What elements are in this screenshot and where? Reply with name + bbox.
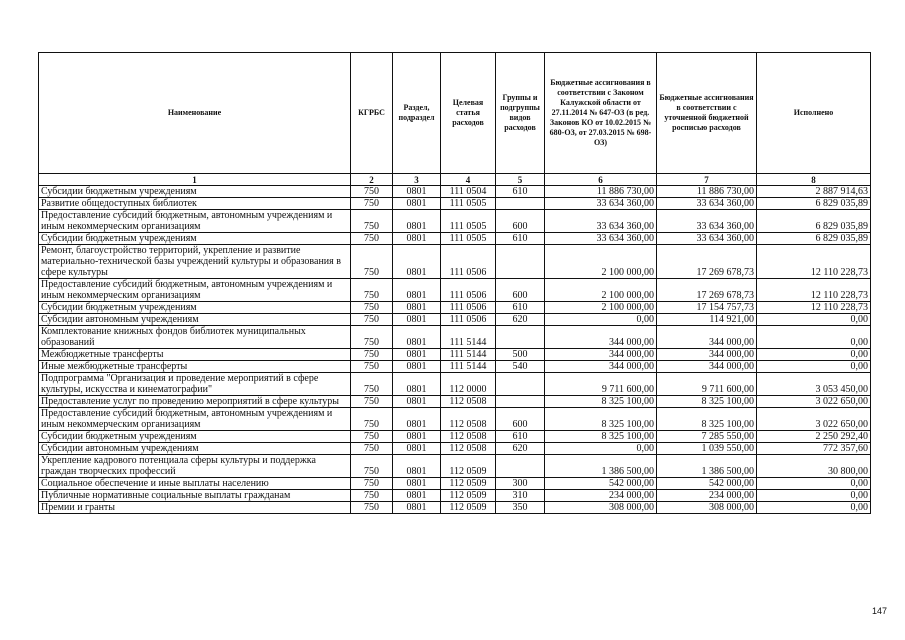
- row-article-cell: 112 0509: [441, 478, 496, 490]
- row-kgrbs-cell: 750: [351, 373, 393, 396]
- row-law-amount-cell: 9 711 600,00: [545, 373, 657, 396]
- header-kgrbs: КГРБС: [351, 53, 393, 174]
- row-plan-amount-cell: 11 886 730,00: [657, 186, 757, 198]
- row-kgrbs-cell: 750: [351, 408, 393, 431]
- header-revised-allocations: Бюджетные ассигнования в соответствии с уточненной бюджетной росписью расходов: [657, 53, 757, 174]
- header-expense-group: Группы и подгруппы видов расходов: [496, 53, 545, 174]
- row-law-amount-cell: 8 325 100,00: [545, 408, 657, 431]
- row-group-cell: 620: [496, 314, 545, 326]
- row-group-cell: [496, 455, 545, 478]
- row-group-cell: 600: [496, 210, 545, 233]
- page-number: 147: [872, 606, 888, 616]
- row-article-cell: 112 0508: [441, 396, 496, 408]
- table-row: [39, 245, 871, 279]
- row-name-cell: Предоставление субсидий бюджетным, автономным учреждениям и иным некоммерческим организациям: [39, 210, 351, 233]
- table-row: [39, 186, 871, 198]
- row-name-cell: Предоставление услуг по проведению мероприятий в сфере культуры: [39, 396, 351, 408]
- row-group-cell: 620: [496, 443, 545, 455]
- row-executed-amount-cell: 0,00: [757, 502, 871, 514]
- row-kgrbs-cell: 750: [351, 314, 393, 326]
- table-row: [39, 198, 871, 210]
- row-executed-amount-cell: 2 887 914,63: [757, 186, 871, 198]
- row-name-cell: Подпрограмма "Организация и проведение мероприятий в сфере культуры, искусства и кинематографии": [39, 373, 351, 396]
- row-article-cell: 111 0505: [441, 198, 496, 210]
- row-executed-amount-cell: 6 829 035,89: [757, 198, 871, 210]
- row-name-cell: Субсидии автономным учреждениям: [39, 314, 351, 326]
- row-kgrbs-cell: 750: [351, 198, 393, 210]
- column-number: 4: [441, 174, 496, 186]
- table-body: [39, 186, 871, 514]
- row-plan-amount-cell: 114 921,00: [657, 314, 757, 326]
- row-section-cell: 0801: [393, 373, 441, 396]
- row-kgrbs-cell: 750: [351, 431, 393, 443]
- row-section-cell: 0801: [393, 314, 441, 326]
- row-name-cell: Ремонт, благоустройство территорий, укрепление и развитие материально-технической базы учреждений культуры и образования в сфере культуры: [39, 245, 351, 279]
- row-executed-amount-cell: 12 110 228,73: [757, 302, 871, 314]
- row-section-cell: 0801: [393, 478, 441, 490]
- row-plan-amount-cell: 8 325 100,00: [657, 396, 757, 408]
- row-kgrbs-cell: 750: [351, 396, 393, 408]
- row-kgrbs-cell: 750: [351, 502, 393, 514]
- column-number: 8: [757, 174, 871, 186]
- row-kgrbs-cell: 750: [351, 279, 393, 302]
- header-row: [39, 53, 871, 174]
- row-plan-amount-cell: 1 386 500,00: [657, 455, 757, 478]
- row-article-cell: 112 0509: [441, 455, 496, 478]
- row-section-cell: 0801: [393, 198, 441, 210]
- row-plan-amount-cell: 308 000,00: [657, 502, 757, 514]
- row-article-cell: 112 0509: [441, 490, 496, 502]
- header-executed: Исполнено: [757, 53, 871, 174]
- row-section-cell: 0801: [393, 396, 441, 408]
- row-executed-amount-cell: 3 022 650,00: [757, 408, 871, 431]
- row-executed-amount-cell: 772 357,60: [757, 443, 871, 455]
- header-section: Раздел, подраздел: [393, 53, 441, 174]
- row-plan-amount-cell: 9 711 600,00: [657, 373, 757, 396]
- row-group-cell: 500: [496, 349, 545, 361]
- row-group-cell: 350: [496, 502, 545, 514]
- row-section-cell: 0801: [393, 443, 441, 455]
- row-executed-amount-cell: 0,00: [757, 490, 871, 502]
- table-row: [39, 210, 871, 233]
- table-row: [39, 408, 871, 431]
- row-plan-amount-cell: 33 634 360,00: [657, 198, 757, 210]
- row-executed-amount-cell: 12 110 228,73: [757, 279, 871, 302]
- row-executed-amount-cell: 6 829 035,89: [757, 233, 871, 245]
- table-row: [39, 431, 871, 443]
- row-group-cell: 610: [496, 186, 545, 198]
- row-article-cell: 112 0000: [441, 373, 496, 396]
- row-section-cell: 0801: [393, 186, 441, 198]
- header-law-allocations: Бюджетные ассигнования в соответствии с Законом Калужской области от 27.11.2014 № 647-ОЗ (в ред. Законов КО от 10.02.2015 № 680-ОЗ, от 27.03.2015 № 698-ОЗ): [545, 53, 657, 174]
- row-law-amount-cell: 0,00: [545, 443, 657, 455]
- table-row: [39, 233, 871, 245]
- table-row: [39, 490, 871, 502]
- row-group-cell: 610: [496, 431, 545, 443]
- row-plan-amount-cell: 542 000,00: [657, 478, 757, 490]
- row-law-amount-cell: 33 634 360,00: [545, 198, 657, 210]
- table-row: [39, 478, 871, 490]
- row-kgrbs-cell: 750: [351, 490, 393, 502]
- row-name-cell: Межбюджетные трансферты: [39, 349, 351, 361]
- row-article-cell: 111 5144: [441, 349, 496, 361]
- row-name-cell: Предоставление субсидий бюджетным, автономным учреждениям и иным некоммерческим организациям: [39, 279, 351, 302]
- row-law-amount-cell: 33 634 360,00: [545, 210, 657, 233]
- row-executed-amount-cell: 30 800,00: [757, 455, 871, 478]
- row-kgrbs-cell: 750: [351, 245, 393, 279]
- row-name-cell: Комплектование книжных фондов библиотек муниципальных образований: [39, 326, 351, 349]
- row-group-cell: [496, 326, 545, 349]
- row-name-cell: Укрепление кадрового потенциала сферы культуры и поддержка граждан творческих профессий: [39, 455, 351, 478]
- row-article-cell: 112 0509: [441, 502, 496, 514]
- row-law-amount-cell: 0,00: [545, 314, 657, 326]
- row-article-cell: 111 0504: [441, 186, 496, 198]
- row-executed-amount-cell: 0,00: [757, 349, 871, 361]
- row-article-cell: 112 0508: [441, 443, 496, 455]
- row-section-cell: 0801: [393, 490, 441, 502]
- row-executed-amount-cell: 0,00: [757, 478, 871, 490]
- row-plan-amount-cell: 33 634 360,00: [657, 233, 757, 245]
- row-article-cell: 111 0506: [441, 245, 496, 279]
- row-section-cell: 0801: [393, 279, 441, 302]
- row-executed-amount-cell: 0,00: [757, 314, 871, 326]
- row-article-cell: 111 0506: [441, 302, 496, 314]
- row-law-amount-cell: 11 886 730,00: [545, 186, 657, 198]
- row-name-cell: Премии и гранты: [39, 502, 351, 514]
- row-law-amount-cell: 344 000,00: [545, 361, 657, 373]
- row-section-cell: 0801: [393, 210, 441, 233]
- table-row: [39, 455, 871, 478]
- table-row: [39, 326, 871, 349]
- row-executed-amount-cell: 2 250 292,40: [757, 431, 871, 443]
- row-executed-amount-cell: 3 022 650,00: [757, 396, 871, 408]
- table-row: [39, 502, 871, 514]
- row-article-cell: 112 0508: [441, 408, 496, 431]
- row-law-amount-cell: 344 000,00: [545, 326, 657, 349]
- row-plan-amount-cell: 8 325 100,00: [657, 408, 757, 431]
- row-article-cell: 111 5144: [441, 326, 496, 349]
- row-name-cell: Развитие общедоступных библиотек: [39, 198, 351, 210]
- row-law-amount-cell: 2 100 000,00: [545, 302, 657, 314]
- row-executed-amount-cell: 3 053 450,00: [757, 373, 871, 396]
- column-number: 6: [545, 174, 657, 186]
- table-row: [39, 396, 871, 408]
- column-number: 1: [39, 174, 351, 186]
- row-group-cell: [496, 396, 545, 408]
- column-number-row: [39, 174, 871, 186]
- row-plan-amount-cell: 1 039 550,00: [657, 443, 757, 455]
- row-plan-amount-cell: 17 269 678,73: [657, 279, 757, 302]
- row-kgrbs-cell: 750: [351, 349, 393, 361]
- row-law-amount-cell: 2 100 000,00: [545, 279, 657, 302]
- row-group-cell: 610: [496, 233, 545, 245]
- row-section-cell: 0801: [393, 361, 441, 373]
- row-name-cell: Публичные нормативные социальные выплаты гражданам: [39, 490, 351, 502]
- row-kgrbs-cell: 750: [351, 478, 393, 490]
- row-plan-amount-cell: 344 000,00: [657, 349, 757, 361]
- row-kgrbs-cell: 750: [351, 233, 393, 245]
- row-section-cell: 0801: [393, 245, 441, 279]
- row-name-cell: Предоставление субсидий бюджетным, автономным учреждениям и иным некоммерческим организациям: [39, 408, 351, 431]
- row-kgrbs-cell: 750: [351, 302, 393, 314]
- row-article-cell: 111 0505: [441, 233, 496, 245]
- row-law-amount-cell: 8 325 100,00: [545, 396, 657, 408]
- row-law-amount-cell: 308 000,00: [545, 502, 657, 514]
- row-plan-amount-cell: 344 000,00: [657, 326, 757, 349]
- column-number: 5: [496, 174, 545, 186]
- row-kgrbs-cell: 750: [351, 443, 393, 455]
- row-kgrbs-cell: 750: [351, 361, 393, 373]
- row-law-amount-cell: 234 000,00: [545, 490, 657, 502]
- table-row: [39, 373, 871, 396]
- row-executed-amount-cell: 0,00: [757, 326, 871, 349]
- row-section-cell: 0801: [393, 233, 441, 245]
- column-number: 2: [351, 174, 393, 186]
- row-article-cell: 111 0505: [441, 210, 496, 233]
- row-section-cell: 0801: [393, 302, 441, 314]
- row-section-cell: 0801: [393, 349, 441, 361]
- row-name-cell: Социальное обеспечение и иные выплаты населению: [39, 478, 351, 490]
- row-executed-amount-cell: 12 110 228,73: [757, 245, 871, 279]
- row-article-cell: 112 0508: [441, 431, 496, 443]
- row-section-cell: 0801: [393, 408, 441, 431]
- row-law-amount-cell: 542 000,00: [545, 478, 657, 490]
- row-group-cell: [496, 198, 545, 210]
- header-target-article: Целевая статья расходов: [441, 53, 496, 174]
- row-kgrbs-cell: 750: [351, 455, 393, 478]
- row-name-cell: Субсидии бюджетным учреждениям: [39, 302, 351, 314]
- column-number: 7: [657, 174, 757, 186]
- table-row: [39, 443, 871, 455]
- table-row: [39, 279, 871, 302]
- row-plan-amount-cell: 17 269 678,73: [657, 245, 757, 279]
- row-law-amount-cell: 1 386 500,00: [545, 455, 657, 478]
- table-row: [39, 302, 871, 314]
- row-executed-amount-cell: 6 829 035,89: [757, 210, 871, 233]
- row-kgrbs-cell: 750: [351, 186, 393, 198]
- row-law-amount-cell: 2 100 000,00: [545, 245, 657, 279]
- row-law-amount-cell: 344 000,00: [545, 349, 657, 361]
- row-name-cell: Субсидии бюджетным учреждениям: [39, 186, 351, 198]
- table-row: [39, 361, 871, 373]
- header-name: Наименование: [39, 53, 351, 174]
- row-law-amount-cell: 33 634 360,00: [545, 233, 657, 245]
- row-group-cell: 600: [496, 279, 545, 302]
- row-section-cell: 0801: [393, 326, 441, 349]
- budget-table: [38, 52, 871, 514]
- row-group-cell: 610: [496, 302, 545, 314]
- row-article-cell: 111 0506: [441, 279, 496, 302]
- row-plan-amount-cell: 33 634 360,00: [657, 210, 757, 233]
- row-section-cell: 0801: [393, 431, 441, 443]
- row-group-cell: [496, 245, 545, 279]
- row-group-cell: 540: [496, 361, 545, 373]
- row-plan-amount-cell: 234 000,00: [657, 490, 757, 502]
- column-number: 3: [393, 174, 441, 186]
- row-law-amount-cell: 8 325 100,00: [545, 431, 657, 443]
- row-article-cell: 111 0506: [441, 314, 496, 326]
- row-plan-amount-cell: 344 000,00: [657, 361, 757, 373]
- row-group-cell: 310: [496, 490, 545, 502]
- row-name-cell: Субсидии бюджетным учреждениям: [39, 233, 351, 245]
- row-group-cell: [496, 373, 545, 396]
- table-row: [39, 314, 871, 326]
- row-group-cell: 300: [496, 478, 545, 490]
- row-plan-amount-cell: 17 154 757,73: [657, 302, 757, 314]
- row-name-cell: Субсидии автономным учреждениям: [39, 443, 351, 455]
- row-article-cell: 111 5144: [441, 361, 496, 373]
- row-kgrbs-cell: 750: [351, 326, 393, 349]
- table-row: [39, 349, 871, 361]
- row-group-cell: 600: [496, 408, 545, 431]
- row-name-cell: Иные межбюджетные трансферты: [39, 361, 351, 373]
- row-section-cell: 0801: [393, 502, 441, 514]
- row-name-cell: Субсидии бюджетным учреждениям: [39, 431, 351, 443]
- row-plan-amount-cell: 7 285 550,00: [657, 431, 757, 443]
- row-kgrbs-cell: 750: [351, 210, 393, 233]
- row-section-cell: 0801: [393, 455, 441, 478]
- row-executed-amount-cell: 0,00: [757, 361, 871, 373]
